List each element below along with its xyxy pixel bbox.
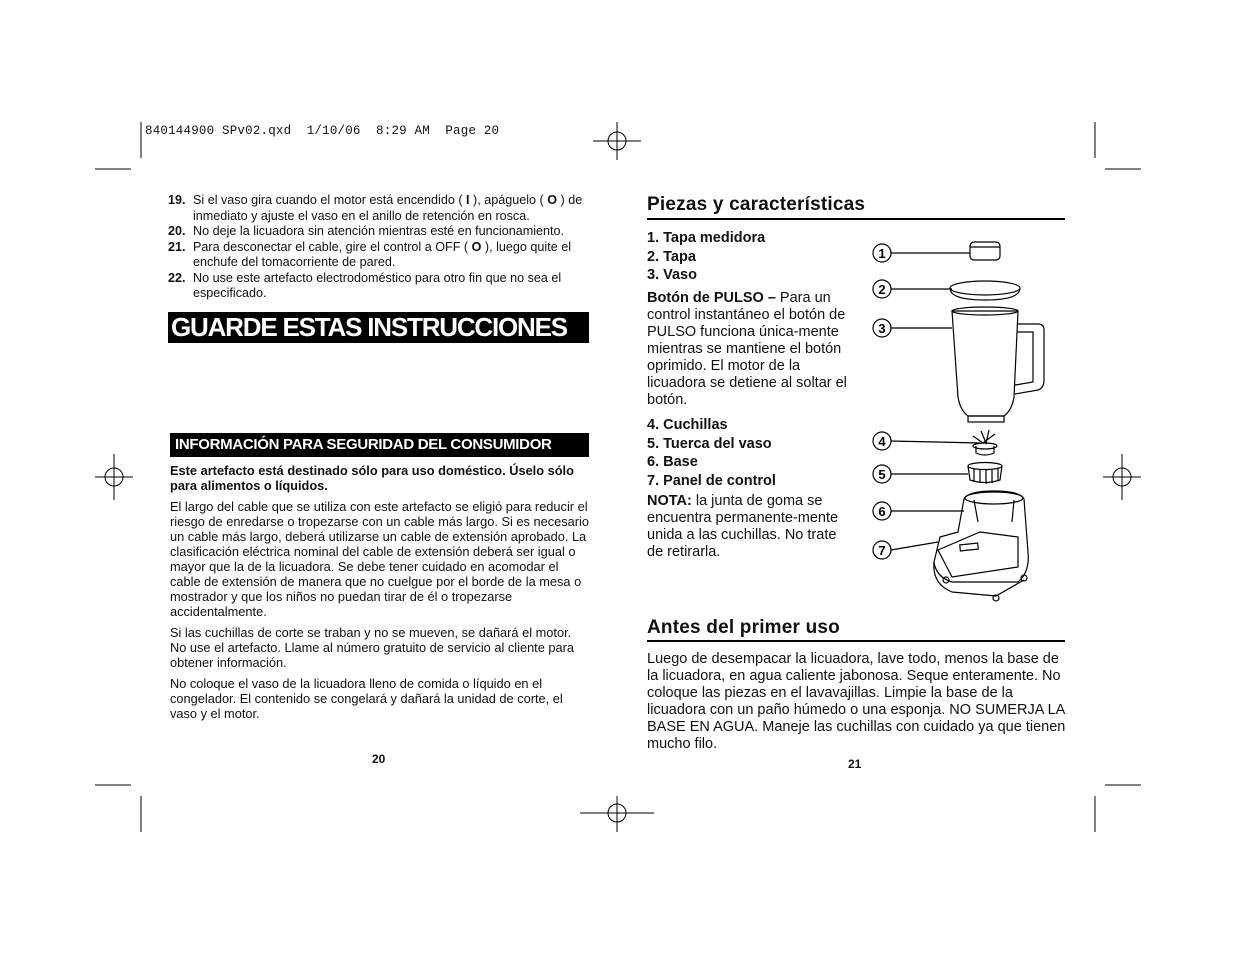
consumer-safety-body <box>170 463 590 727</box>
callout-3 <box>873 319 891 337</box>
parts-list-1 <box>647 229 847 285</box>
svg-text:4: 4 <box>878 434 886 449</box>
pulse-description: Botón de PULSO – Para un control instantáneo el botón de PULSO funciona única-mente mientras se mantiene el botón oprimido. El motor de la licuadora se detiene al soltar el botón. <box>647 290 847 408</box>
callout-1 <box>873 244 891 262</box>
jar-icon <box>952 307 1044 422</box>
part-item: 3. Vaso <box>647 267 697 283</box>
base-icon <box>934 491 1028 601</box>
callout-numbers <box>873 244 891 559</box>
before-first-use-text: Luego de desempacar la licuadora, lave todo, menos la base de la licuadora, en agua caliente jabonosa. Seque enteramente. No coloque las piezas en el lavavajillas. Limpie la base de la licuadora con un paño húmedo o una esponja. NO SUMERJA LA BASE EN AGUA. Maneje las cuchillas con cuidado ya que tienen mucho filo. <box>647 651 1066 752</box>
svg-text:6: 6 <box>878 504 886 519</box>
svg-text:1: 1 <box>878 246 886 261</box>
callout-4 <box>873 432 891 450</box>
svg-text:5: 5 <box>878 467 886 482</box>
part-item: 4. Cuchillas <box>647 417 728 433</box>
blades-paragraph: Si las cuchillas de corte se traban y no se mueven, se dañará el motor. No use el artefacto. Llame al número gratuito de servicio al cliente para obtener información. <box>170 625 575 670</box>
list-item: 21. Para desconectar el cable, gire el control a OFF ( O ), luego quite el enchufe del tomacorriente de pared. <box>168 239 572 269</box>
list-item: 20. No deje la licuadora sin atención mientras esté en funcionamiento. <box>168 224 565 238</box>
registration-mark-left <box>95 454 133 500</box>
list-item: 19. Si el vaso gira cuando el motor está encendido ( I ), apáguelo ( O ) de inmediato y ajuste el vaso en el anillo de retención en rosca. <box>168 193 583 223</box>
part-item: 1. Tapa medidora <box>647 230 766 246</box>
print-slug: 840144900 SPv02.qxd 1/10/06 8:29 AM Page 20 <box>145 124 500 138</box>
parts-heading: Piezas y características <box>647 194 866 215</box>
lid-icon <box>950 281 1020 300</box>
callout-6 <box>873 502 891 520</box>
part-item: 2. Tapa <box>647 248 696 265</box>
household-use-notice: Este artefacto está destinado sólo para uso doméstico. Úselo sólo para alimentos o líquidos. <box>170 463 574 493</box>
measuring-cap-icon <box>970 242 1000 260</box>
part-item: 5. Tuerca del vaso <box>647 435 772 452</box>
parts-list-2 <box>647 416 847 490</box>
page-number-left: 20 <box>372 752 386 766</box>
heading-rule <box>647 640 1065 642</box>
note-text: NOTA: la junta de goma se encuentra permanente-mente unida a las cuchillas. No trate de retirarla. <box>647 493 839 560</box>
callout-2 <box>873 280 891 298</box>
list-item: 22. No use este artefacto electrodoméstico para otro fin que no sea el especificado. <box>168 270 562 300</box>
svg-text:2: 2 <box>878 282 886 297</box>
before-first-use-heading: Antes del primer uso <box>647 617 840 638</box>
heading-rule <box>647 218 1065 220</box>
callout-7 <box>873 541 891 559</box>
registration-mark-bottom <box>580 796 654 832</box>
page-number-right: 21 <box>848 757 862 771</box>
safety-list-continued <box>168 193 590 302</box>
save-instructions-banner: GUARDE ESTAS INSTRUCCIONES <box>168 312 589 343</box>
svg-text:7: 7 <box>878 543 886 558</box>
registration-mark-right <box>1103 454 1141 500</box>
cord-paragraph: El largo del cable que se utiliza con este artefacto se eligió para reducir el riesgo de enredarse o tropezarse con un cable más largo. Si es necesario un cable más largo, deberá utilizarse un cable de extensión aprobado. La clasificación eléctrica nominal del cable de extensión deberá ser igual o mayor que la de la licuadora. Se debe tener cuidado en acomodar el cable de extensión de manera que no cuelgue por el borde de la mesa o mostrador y que los niños no puedan tirar de él o tropezarse accidentalmente. <box>170 499 589 619</box>
jar-nut-icon <box>968 463 1002 485</box>
consumer-safety-heading: INFORMACIÓN PARA SEGURIDAD DEL CONSUMIDOR <box>170 433 589 457</box>
freezer-paragraph: No coloque el vaso de la licuadora lleno de comida o líquido en el congelador. El contenido se congelará y dañará la unidad de corte, el vaso y el motor. <box>170 676 563 721</box>
part-item: 7. Panel de control <box>647 472 776 489</box>
part-item: 6. Base <box>647 454 698 470</box>
callout-5 <box>873 465 891 483</box>
blender-parts-diagram <box>868 232 1068 607</box>
svg-text:3: 3 <box>878 321 886 336</box>
registration-mark-top <box>593 122 641 160</box>
